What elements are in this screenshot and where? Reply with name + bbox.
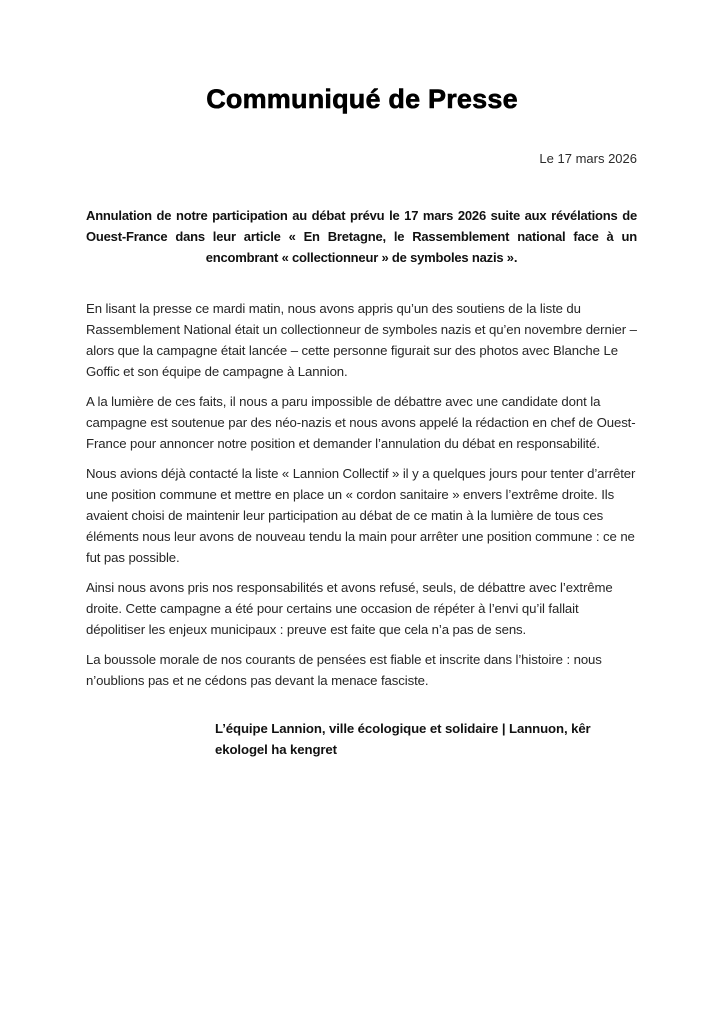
- body-paragraph: La boussole morale de nos courants de pensées est fiable et inscrite dans l’histoire : nous n’oublions pas et ne cédons pas devant la menace fasciste.: [86, 652, 602, 688]
- body-paragraph: A la lumière de ces faits, il nous a paru impossible de débattre avec une candidate dont la campagne est soutenue par des néo-nazis et nous avons appelé la rédaction en chef de Ouest-France pour annoncer notre position et demander l’annulation du débat en responsabilité.: [86, 394, 636, 451]
- body-paragraph: Ainsi nous avons pris nos responsabilités et avons refusé, seuls, de débattre avec l’extrême droite. Cette campagne a été pour certains une occasion de répéter à l’envi qu’il fallait dépolitiser les enjeux municipaux : preuve est faite que cela n’a pas de sens.: [86, 580, 613, 637]
- body-paragraph: En lisant la presse ce mardi matin, nous avons appris qu’un des soutiens de la liste du Rassemblement National était un collectionneur de symboles nazis et qu’en novembre dernier – alors que la campagne était lancée – cette personne figurait sur des photos avec Blanche Le Goffic et son équipe de campagne à Lannion.: [86, 301, 637, 379]
- body-paragraph: Nous avions déjà contacté la liste « Lannion Collectif » il y a quelques jours pour tenter d’arrêter une position commune et mettre en place un « cordon sanitaire » envers l’extrême droite. Ils avaient choisi de maintenir leur participation au débat de ce matin à la lumière de tous ces éléments nous leur avons de nouveau tendu la main pour arrêter une position commune : ce ne fut pas possible.: [86, 466, 636, 565]
- document-signature: L’équipe Lannion, ville écologique et solidaire | Lannuon, kêr ekologel ha kengret: [215, 721, 591, 757]
- document-date: Le 17 mars 2026: [539, 151, 637, 166]
- document-title: Communiqué de Presse: [206, 84, 518, 114]
- document-body: [86, 298, 637, 691]
- document-headline: Annulation de notre participation au débat prévu le 17 mars 2026 suite aux révélations de Ouest-France dans leur article « En Bretagne, le Rassemblement national face à un encombrant « collectionneur » de symboles nazis ».: [86, 208, 637, 265]
